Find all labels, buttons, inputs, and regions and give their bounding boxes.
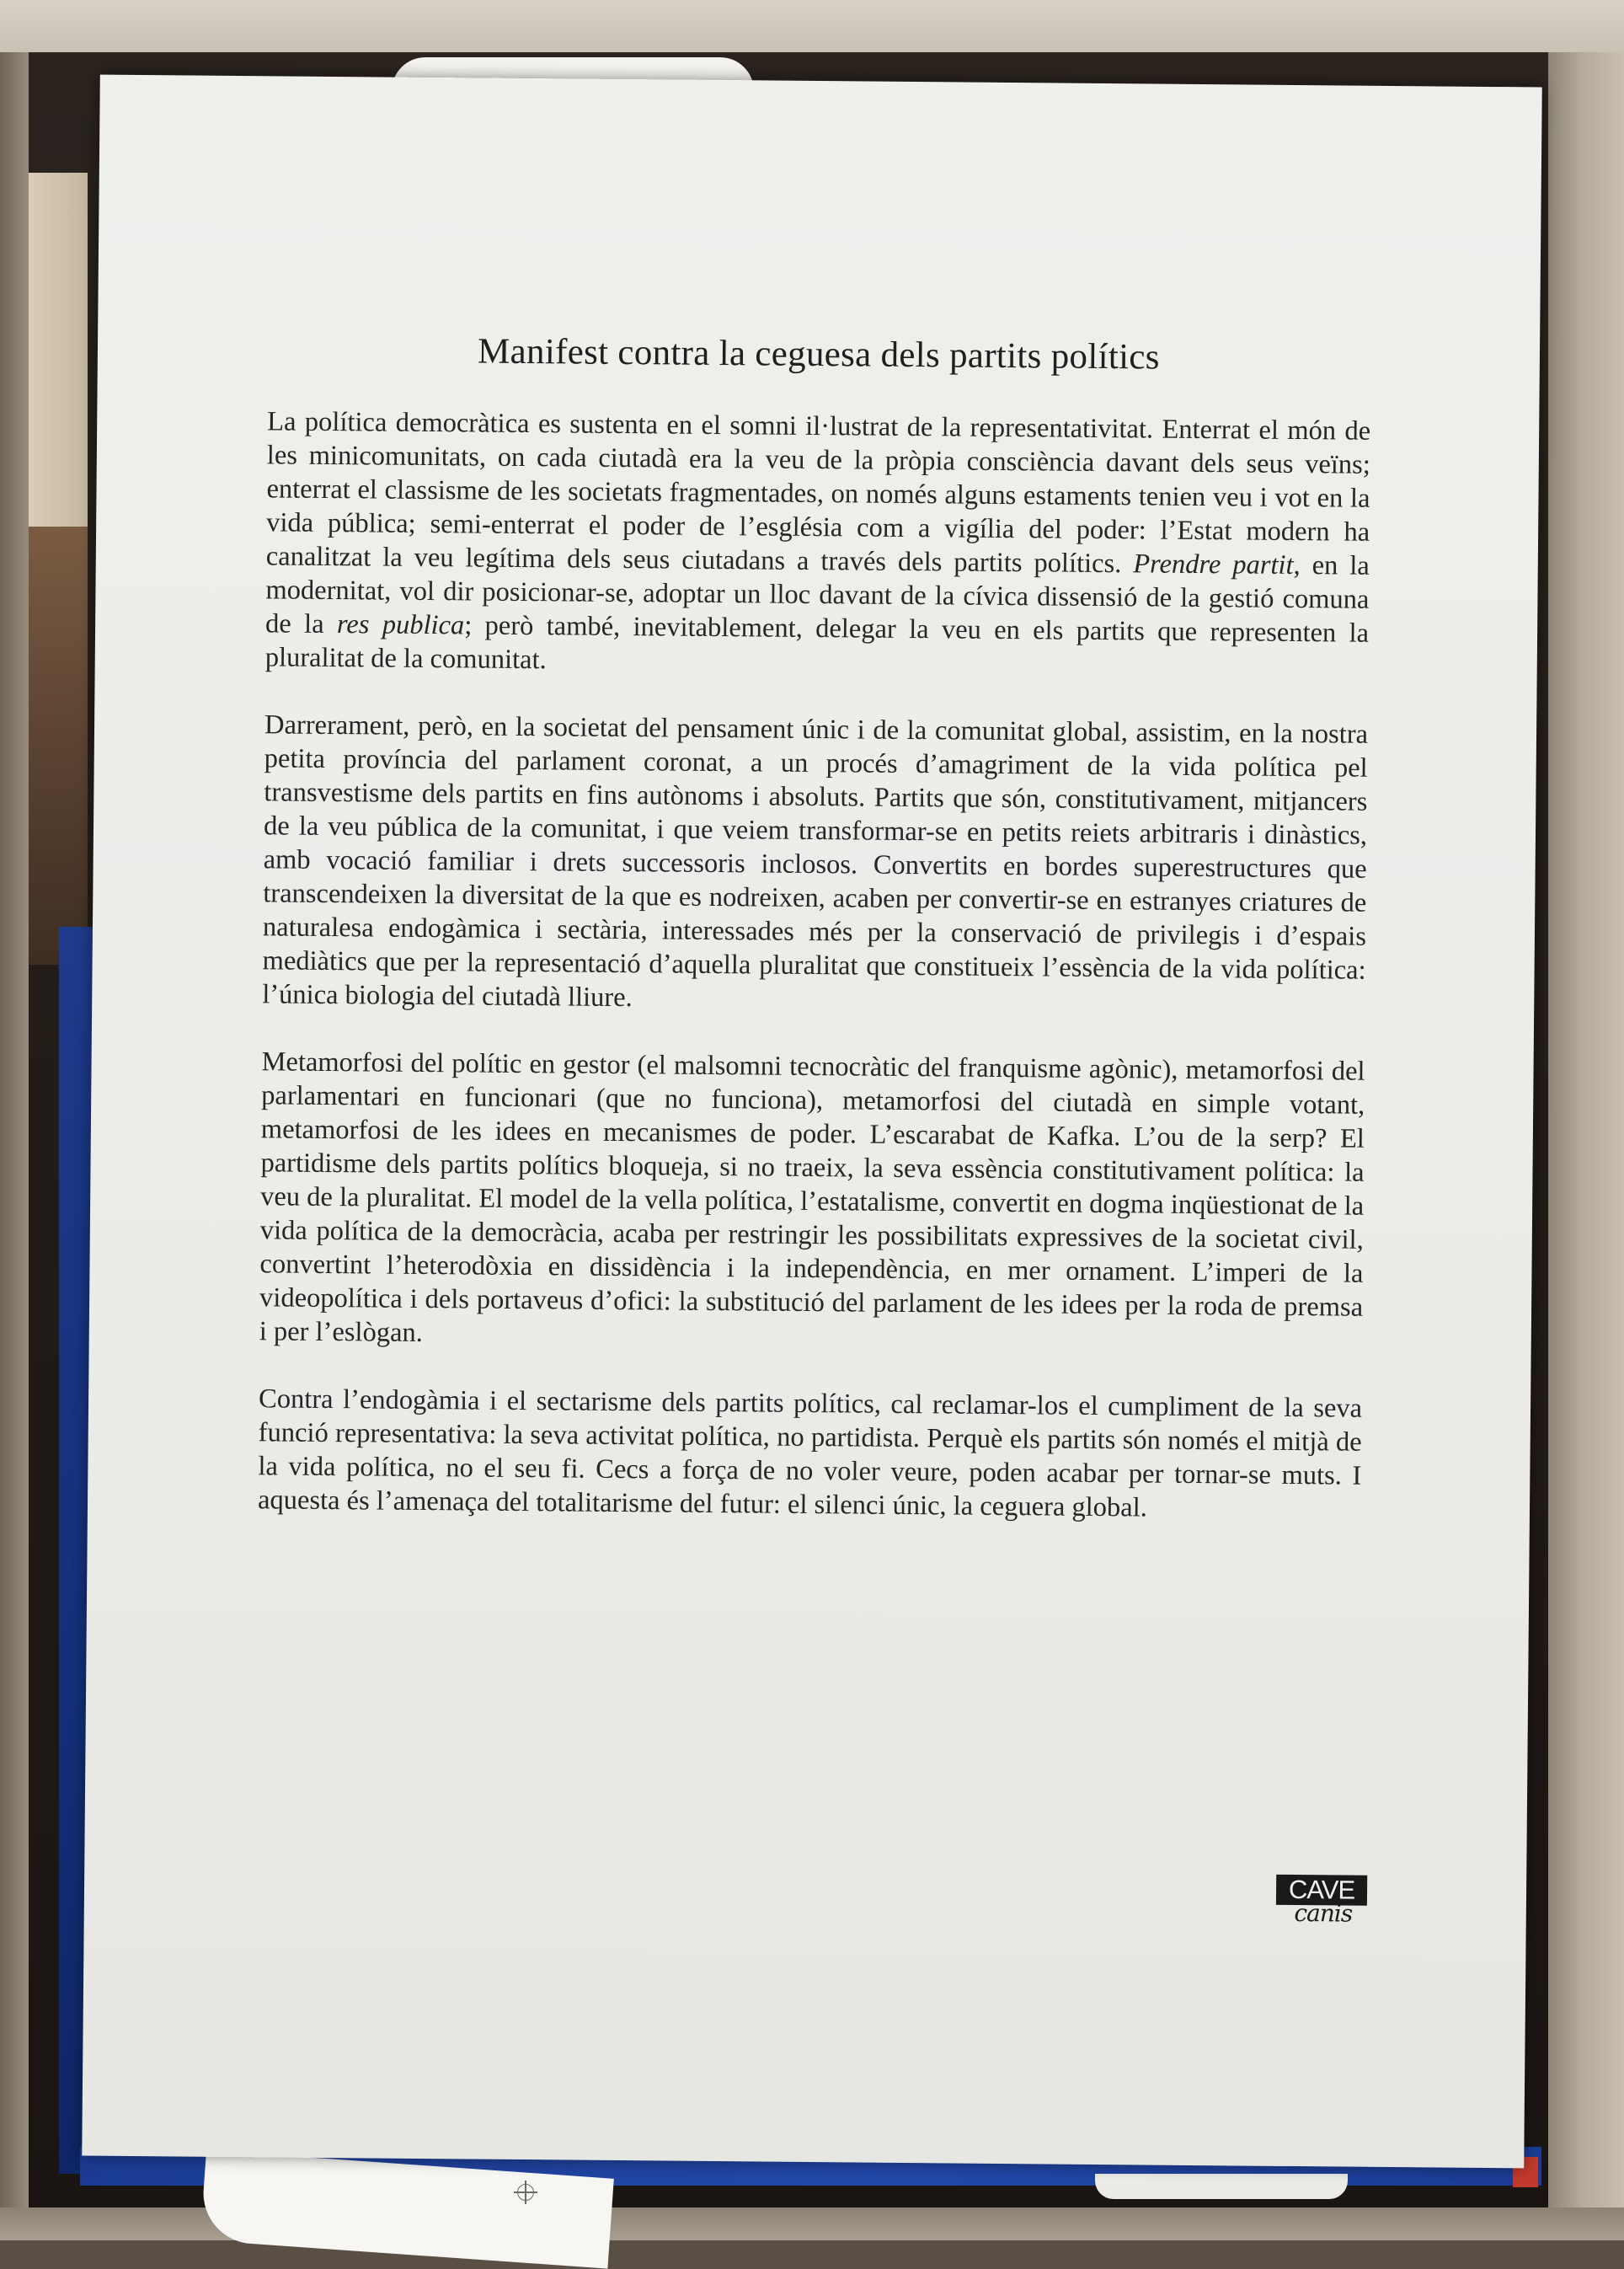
text-run: Metamorfosi del polític en gestor (el malsomni tecnocràtic del franquisme agònic), metamorfosi del parlamentari en funcionari (que no funciona), metamorfosi del ciutadà en simple votant, metamorfosi de les idees en mecanismes de poder. L’escarabat de Kafka. L’ou de la serp? El partidisme dels partits polítics bloqueja, si no traeix, la seva essència constitutivament política: la veu de la pluralitat. El model de la vella política, l’estatalisme, convertit en dogma inqüestionat de la vida política de la democràcia, acaba per restringir les possibilitats expressives de la societat civil, convertint l’heterodòxia en dissidència i la independència, en mer ornament. L’imperi de la videopolítica i dels portaveus d’ofici: la substitució del parlament de les idees per la roda de premsa i per l’eslògan. bbox=[259, 1046, 1365, 1348]
underlying-photo-print bbox=[29, 527, 88, 965]
paragraph-2 bbox=[262, 708, 1368, 1020]
paragraph-3 bbox=[259, 1045, 1365, 1357]
manifesto-sheet bbox=[82, 75, 1541, 2169]
logo-script: canis bbox=[1294, 1899, 1353, 1928]
document-title: Manifest contra la ceguesa dels partits polítics bbox=[477, 331, 1160, 377]
underlying-sheet-beige bbox=[29, 173, 88, 527]
text-run: ; però també, inevitablement, delegar la veu en els partits que representen la pluralitat de la comunitat. bbox=[264, 610, 1370, 676]
italic-phrase: res publica bbox=[336, 609, 465, 641]
paragraph-1 bbox=[265, 404, 1371, 683]
card-peek-bottom-right bbox=[1095, 2174, 1348, 2199]
text-run: La política democràtica es sustenta en el somni il·lustrat de la representativitat. Enterrat el món de les minicomunitats, on cada ciutadà era la veu de la pròpia consciència davant dels seus veïns; enterrat el classisme de les societats fragmentades, on només alguns estaments tenien veu i vot en la vida pública; semi-enterrat el poder de l’església com a vigília del poder: l’Estat modern ha canalitzat la veu legítima dels seus ciutadans a través dels partits polítics. bbox=[265, 406, 1371, 580]
text-run: , en la modernitat, vol dir posicionar-se, adoptar un lloc davant de la cívica dissensió de la gestió comuna de la bbox=[264, 549, 1370, 640]
logo-wordmark: CAVE bbox=[1276, 1875, 1367, 1906]
box-rim-top bbox=[0, 0, 1624, 59]
italic-phrase: Prendre partit bbox=[1133, 549, 1294, 581]
publisher-logo bbox=[1276, 1875, 1368, 1928]
paragraph-4 bbox=[258, 1382, 1362, 1526]
box-wall-right bbox=[1548, 52, 1624, 2240]
text-run: Contra l’endogàmia i el sectarisme dels partits polítics, cal reclamar-los el cumpliment de la seva funció representativa: la seva activitat política, no partidista. Perquè els partits són només el mitjà de la vida política, no el seu fi. Cecs a força de no voler veure, poden acabar per tornar-se muts. I aquesta és l’amenaça del totalitarisme del futur: el silenci únic, la ceguera global. bbox=[257, 1383, 1363, 1523]
box-wall-left bbox=[0, 52, 29, 2240]
text-run: Darrerament, però, en la societat del pensament únic i de la comunitat global, assistim, en la nostra petita província del parlament coronat, a un procés d’amagriment de la vida política pel transvestisme dels partits en fins autònoms i absoluts. Partits que són, constitutivament, mitjancers de la veu pública de la comunitat, i que veiem transformar-se en petits reiets arbitraris i dinàstics, amb vocació familiar i drets successoris inclosos. Convertits en bordes superestructures que transcendeixen la diversitat de la que es nodreixen, acaben per convertir-se en estranyes criatures de naturalesa endogàmica i sectària, interessades més per la conservació de privilegis i d’espais mediàtics que per la representació d’aquella pluralitat que constitueix l’essència de la vida política: l’única biologia del ciutadà lliure. bbox=[262, 709, 1369, 1014]
registration-mark-icon bbox=[517, 2184, 534, 2201]
document-body bbox=[258, 404, 1371, 1560]
